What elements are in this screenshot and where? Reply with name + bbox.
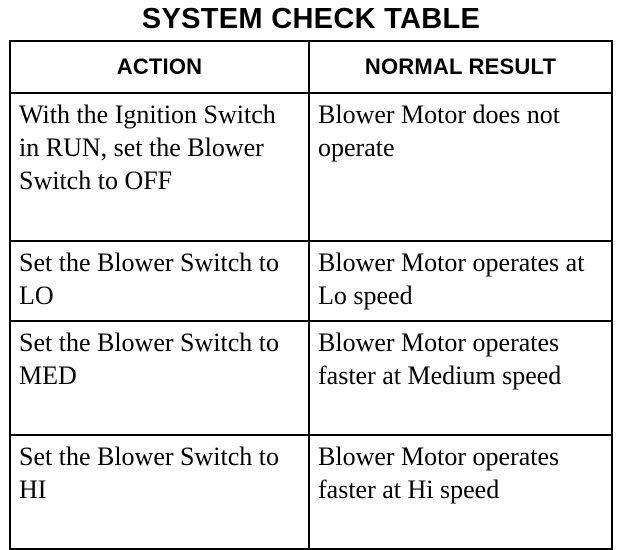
table-row	[10, 241, 612, 321]
result-cell: Blower Motor operates at Lo speed	[309, 241, 612, 321]
table-row	[10, 435, 612, 549]
column-header-normal-result: NORMAL RESULT	[309, 41, 612, 93]
column-header-action: ACTION	[10, 41, 309, 93]
action-cell: Set the Blower Switch to HI	[10, 435, 309, 549]
action-cell: Set the Blower Switch to LO	[10, 241, 309, 321]
result-cell: Blower Motor operates faster at Hi speed	[309, 435, 612, 549]
table-row	[10, 321, 612, 435]
table-header-row	[10, 41, 612, 93]
action-cell: With the Ignition Switch in RUN, set the Blower Switch to OFF	[10, 93, 309, 241]
result-cell: Blower Motor does not operate	[309, 93, 612, 241]
table-row	[10, 93, 612, 241]
action-cell: Set the Blower Switch to MED	[10, 321, 309, 435]
page-title: SYSTEM CHECK TABLE	[141, 3, 481, 35]
system-check-table	[9, 40, 613, 550]
result-cell: Blower Motor operates faster at Medium speed	[309, 321, 612, 435]
